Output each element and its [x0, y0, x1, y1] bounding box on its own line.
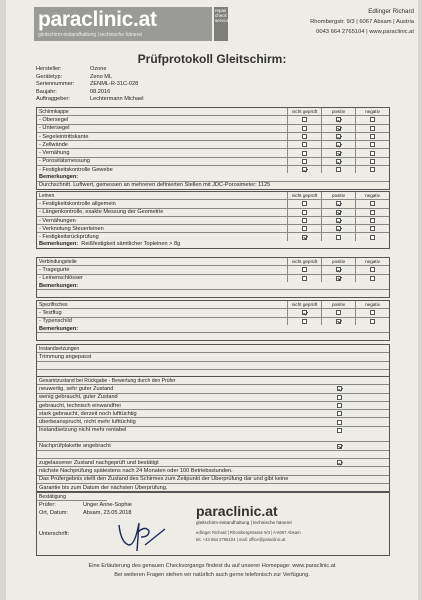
checklist-label: - Segeleintrittskante: [39, 133, 89, 140]
company-contact: [242, 7, 414, 37]
checklist-row: [37, 133, 389, 141]
condition-checkbox[interactable]: [337, 428, 342, 433]
positive-checkbox[interactable]: [336, 226, 341, 231]
checklist-row: [37, 125, 389, 133]
plakette-checkbox[interactable]: [337, 444, 342, 449]
checklist-label: - Porositätsmessung: [39, 158, 90, 165]
info-row: [36, 81, 143, 89]
positive-checkbox[interactable]: [336, 201, 341, 206]
signature-label: Unterschrift:: [39, 531, 70, 537]
not-checked-checkbox[interactable]: [302, 319, 307, 324]
negative-checkbox[interactable]: [370, 210, 375, 215]
checklist-label: - Verknotung Steuerleinen: [39, 225, 104, 232]
ort-value: Absam, 23.05.2018: [83, 509, 132, 516]
positive-checkbox[interactable]: [336, 126, 341, 131]
not-checked-checkbox[interactable]: [302, 159, 307, 164]
not-checked-checkbox[interactable]: [302, 126, 307, 131]
empty-row: [37, 434, 389, 442]
info-row: [36, 66, 143, 74]
info-value: Zeno ML: [90, 73, 113, 80]
section-title: Verbindungsteile: [39, 258, 77, 265]
not-checked-checkbox[interactable]: [302, 151, 307, 156]
column-positive: positiv: [321, 108, 355, 115]
device-info: [36, 66, 143, 104]
checklist-row: [37, 225, 389, 233]
negative-checkbox[interactable]: [370, 226, 375, 231]
checklist-label: - Obersegel: [39, 116, 69, 123]
section-title: Instandsetzungen: [39, 345, 80, 352]
footer-help-line: Bei weiteren Fragen stehen wir natürlich auch gerne telefonisch zur Verfügung.: [114, 572, 310, 578]
column-negative: negativ: [355, 258, 389, 265]
negative-checkbox[interactable]: [370, 159, 375, 164]
section-title: Spezifisches: [39, 301, 68, 308]
negative-checkbox[interactable]: [370, 218, 375, 223]
not-checked-checkbox[interactable]: [302, 117, 307, 122]
negative-checkbox[interactable]: [370, 267, 375, 272]
footer-contact: tel. +43 664 2765104 | mail: office@paraclinic.at: [196, 537, 286, 542]
column-not-checked: nicht geprüft: [287, 258, 321, 265]
not-checked-checkbox[interactable]: [302, 235, 307, 240]
condition-checkbox[interactable]: [337, 411, 342, 416]
positive-checkbox[interactable]: [336, 210, 341, 215]
remarks-label: Bemerkungen:: [39, 325, 79, 332]
condition-label: neuwertig, sehr guter Zustand: [39, 385, 114, 392]
condition-checkbox[interactable]: [337, 403, 342, 408]
not-checked-checkbox[interactable]: [302, 310, 307, 315]
column-negative: negativ: [355, 301, 389, 308]
section-title: Leinen: [39, 192, 55, 199]
column-not-checked: nicht geprüft: [287, 108, 321, 115]
negative-checkbox[interactable]: [370, 319, 375, 324]
footer-address: edlinger Richard | Rhombergstrasse 9/3 | A-6067 Absam: [196, 530, 301, 535]
zugelassen-row: [37, 459, 389, 467]
zugelassen-label: zugelassener Zustand nachgeprüft und bestätigt: [39, 459, 159, 466]
checklist-label: - Untersegel: [39, 125, 70, 132]
not-checked-checkbox[interactable]: [302, 267, 307, 272]
checklist-row: [37, 309, 389, 317]
condition-row: [37, 394, 389, 402]
section-title: Bestätigung: [39, 493, 66, 500]
repairs-row: [37, 353, 389, 361]
condition-row: [37, 402, 389, 410]
info-row: [36, 96, 143, 104]
remarks-text: Durchschnitt. Luftwert, gemessen an mehreren definierten Stellen mit JDC-Porosimeter: 1125: [39, 182, 271, 189]
column-positive: positiv: [321, 301, 355, 308]
negative-checkbox[interactable]: [370, 276, 375, 281]
checklist-row: [37, 158, 389, 166]
remarks-row: [37, 241, 389, 248]
positive-checkbox[interactable]: [336, 134, 341, 139]
condition-list: [37, 385, 389, 434]
negative-checkbox[interactable]: [370, 235, 375, 240]
letterhead: [34, 7, 414, 47]
document-title: Prüfprotokoll Gleitschirm:: [137, 52, 287, 66]
note-row: [37, 484, 389, 491]
checklist-label: - Vernähung: [39, 150, 70, 157]
column-positive: positiv: [321, 192, 355, 199]
section-header: [37, 345, 389, 353]
info-label: Seriennummer:: [36, 81, 75, 87]
checklist-label: - Längenkontrolle, exakte Messung der Geometrie: [39, 209, 164, 216]
section-header: [37, 301, 389, 309]
positive-checkbox[interactable]: [336, 151, 341, 156]
column-negative: negativ: [355, 108, 389, 115]
checklist-row: [37, 318, 389, 325]
info-label: Baujahr:: [36, 88, 57, 95]
positive-checkbox[interactable]: [336, 159, 341, 164]
condition-label: überbeansprucht, nicht mehr lufttüchtig: [39, 419, 136, 426]
note-row: [37, 476, 389, 484]
empty-row: [37, 451, 389, 459]
negative-checkbox[interactable]: [370, 201, 375, 206]
section-gesamtzustand: [36, 376, 390, 492]
document-page: [6, 0, 418, 600]
info-row: [36, 74, 143, 82]
checklist-label: - Festigkeitskontrolle Gewebe: [39, 166, 113, 173]
note-text: nächste Nachprüfung spätestens nach 24 Monaten oder 100 Betriebsstunden.: [39, 467, 233, 474]
checklist-label: - Zellwände: [39, 141, 68, 148]
condition-checkbox[interactable]: [337, 395, 342, 400]
checklist-row: [37, 149, 389, 157]
info-label: Auftraggeber:: [36, 96, 70, 102]
condition-label: gebraucht, technisch einwandfrei: [39, 402, 121, 409]
positive-checkbox[interactable]: [336, 319, 341, 324]
info-value: 08.2016: [90, 88, 111, 95]
condition-row: [37, 418, 389, 426]
remarks-label: Bemerkungen:: [39, 282, 79, 289]
info-label: Hersteller:: [36, 66, 62, 72]
section-title: Gesamtzustand bei Rückgabe - Bewertung durch den Prüfer: [39, 377, 176, 384]
condition-checkbox[interactable]: [337, 420, 342, 425]
section-header: [37, 192, 389, 200]
remarks-row: [37, 282, 389, 290]
checklist-row: [37, 166, 389, 173]
section-verbindungsteile: [36, 257, 390, 298]
remarks-empty-row: [37, 290, 389, 297]
condition-label: stark gebraucht, derzeit noch lufttüchtig: [39, 410, 137, 417]
info-row: [36, 89, 143, 97]
positive-checkbox[interactable]: [336, 167, 341, 172]
checklist-label: - Typenschild: [39, 318, 72, 325]
checklist-row: [37, 209, 389, 217]
negative-checkbox[interactable]: [370, 167, 375, 172]
logo-tagline: gleitschirm-instandhaltung | technische hänerei: [38, 32, 143, 38]
item-list: [37, 309, 389, 325]
section-spezifisches: [36, 300, 390, 341]
positive-checkbox[interactable]: [336, 142, 341, 147]
positive-checkbox[interactable]: [336, 310, 341, 315]
note-text: Garantie bis zum Datum der nächsten Überprüfung.: [39, 484, 168, 491]
negative-checkbox[interactable]: [370, 310, 375, 315]
condition-row: [37, 410, 389, 418]
not-checked-checkbox[interactable]: [302, 167, 307, 172]
positive-checkbox[interactable]: [336, 235, 341, 240]
section-header: [37, 377, 389, 385]
section-header: [37, 258, 389, 266]
not-checked-checkbox[interactable]: [302, 201, 307, 206]
negative-checkbox[interactable]: [370, 151, 375, 156]
not-checked-checkbox[interactable]: [302, 276, 307, 281]
logo-side-label: repair check service: [214, 7, 228, 41]
positive-checkbox[interactable]: [336, 218, 341, 223]
positive-checkbox[interactable]: [336, 117, 341, 122]
checklist-row: [37, 266, 389, 274]
remarks-label: Bemerkungen:: [39, 174, 79, 181]
checklist-label: - Festigkeitskontrolle allgemein: [39, 200, 116, 207]
checklist-row: [37, 275, 389, 282]
remarks-row: [37, 325, 389, 333]
remarks-text: Reißfestigkeit sämtlicher Topleinen > 8g: [81, 241, 181, 248]
pruefer-value: Unger Anne-Sophie: [83, 502, 132, 508]
checklist-label: - Leinenschlösser: [39, 275, 83, 282]
plakette-label: Nachprüfplakette angebracht: [39, 443, 111, 450]
checklist-label: - Festigkeitsrückprüfung: [39, 234, 99, 241]
remarks-label: Bemerkungen:: [39, 241, 79, 248]
info-value: ZENML-R-31C-028: [90, 81, 139, 87]
checklist-row: [37, 233, 389, 240]
repairs-text: Trimmung angepasst: [39, 353, 92, 360]
section-header: [37, 493, 107, 501]
ort-label: Ort, Datum:: [39, 509, 68, 516]
handwritten-signature: [115, 515, 175, 553]
remarks-empty-row: [37, 333, 389, 340]
company-phone-web: 0043 664 2765104 | www.paraclinic.at: [316, 29, 414, 35]
logo-text: paraclinic.at: [38, 8, 157, 31]
not-checked-checkbox[interactable]: [302, 134, 307, 139]
not-checked-checkbox[interactable]: [302, 142, 307, 147]
section-schirmkappe: [36, 107, 390, 190]
footer-logo: paraclinic.at: [196, 503, 278, 519]
pruefer-label: Prüfer:: [39, 502, 56, 508]
not-checked-checkbox[interactable]: [302, 210, 307, 215]
note-text: Das Prüfergebnis stellt den Zustand des Schirmes zum Zeitpunkt der Überprüfung dar und gibt keine: [39, 476, 289, 483]
checklist-label: - Testflug: [39, 309, 62, 316]
column-not-checked: nicht geprüft: [287, 301, 321, 308]
condition-checkbox[interactable]: [337, 386, 342, 391]
note-row: [37, 467, 389, 475]
item-list: [37, 266, 389, 282]
zugelassen-checkbox[interactable]: [337, 460, 342, 465]
item-list: [37, 116, 389, 173]
plakette-row: [37, 442, 389, 450]
section-instandsetzungen: [36, 344, 390, 378]
negative-checkbox[interactable]: [370, 117, 375, 122]
column-positive: positiv: [321, 258, 355, 265]
info-value: Ozone: [90, 66, 107, 72]
condition-row: [37, 385, 389, 393]
checklist-row: [37, 200, 389, 208]
checklist-row: [37, 116, 389, 124]
pruefer-row: [39, 502, 189, 510]
checklist-row: [37, 141, 389, 149]
section-leinen: [36, 191, 390, 249]
empty-row: [37, 362, 389, 370]
negative-checkbox[interactable]: [370, 142, 375, 147]
negative-checkbox[interactable]: [370, 134, 375, 139]
positive-checkbox[interactable]: [336, 276, 341, 281]
remarks-row: [37, 173, 389, 181]
section-title: Schirmkappe: [39, 108, 69, 115]
condition-label: wenig gebraucht, guter Zustand: [39, 394, 118, 401]
company-name: Edlinger Richard: [368, 8, 414, 15]
not-checked-checkbox[interactable]: [302, 226, 307, 231]
not-checked-checkbox[interactable]: [302, 218, 307, 223]
info-label: Gerätetyp:: [36, 73, 63, 80]
company-address: Rhombergstr. 9/3 | 6067 Absam | Austria: [310, 19, 414, 25]
condition-label: Instandsetzung nicht mehr rentabel: [39, 427, 127, 434]
checklist-label: - Tragegurte: [39, 266, 70, 273]
item-list: [37, 200, 389, 240]
checklist-row: [37, 217, 389, 225]
column-not-checked: nicht geprüft: [287, 192, 321, 199]
positive-checkbox[interactable]: [336, 267, 341, 272]
footer-info-line: Eine Erläuterung des genauen Checkvorgangs findest du auf unserer Homepage: www.paraclinic.at: [88, 563, 336, 569]
negative-checkbox[interactable]: [370, 126, 375, 131]
column-negative: negativ: [355, 192, 389, 199]
section-header: [37, 108, 389, 116]
logo: [34, 7, 212, 41]
checklist-label: - Vernähungen: [39, 217, 76, 224]
info-value: Lechtermann Michael: [90, 96, 144, 102]
condition-row: [37, 427, 389, 434]
remarks-text-row: [37, 182, 389, 189]
footer-tagline: gleitschirm-instandhaltung | technische hänerei: [196, 520, 292, 525]
